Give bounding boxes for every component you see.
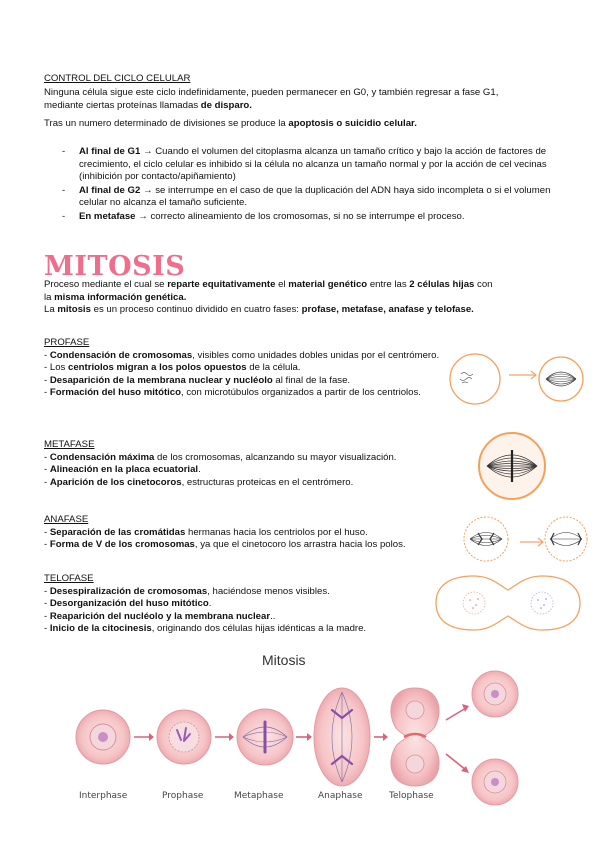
metafase-section — [44, 439, 464, 489]
profase-item: - Los centriolos migran a los polos opuestos de la célula. — [44, 362, 301, 374]
profase-heading: PROFASE — [44, 337, 90, 348]
stage-label-telophase: Telophase — [389, 791, 434, 801]
telophase-cell — [391, 688, 439, 786]
stage-label-prophase: Prophase — [162, 791, 204, 801]
profase-illustration — [447, 348, 587, 410]
profase-item: - Formación del huso mitótico, con microtúbulos organizados a partir de los centriolos. — [44, 387, 421, 399]
metafase-item: - Aparición de los cinetocoros, estructuras proteicas en el centrómero. — [44, 476, 354, 488]
stage-label-metaphase: Metaphase — [234, 791, 284, 801]
chromatin-dots — [537, 598, 547, 609]
spindle-icon — [546, 372, 576, 386]
diagram-arrow-icon — [374, 733, 388, 741]
daughter-cell — [472, 759, 518, 805]
diagram-arrow-icon — [296, 733, 312, 741]
anafase-heading: ANAFASE — [44, 514, 89, 525]
nucleus-icon — [463, 592, 485, 614]
mitosis-diagram — [60, 670, 530, 820]
telofase-item: - Desespiralización de cromosomas, haciéndose menos visibles. — [44, 585, 330, 597]
diagram-title: Mitosis — [262, 652, 306, 668]
control-bullet-list — [62, 146, 577, 224]
anaphase-cell — [314, 688, 370, 786]
bullet-g2: - Al final de G2 → se interrumpe en el caso de que la duplicación del ADN haya sido incompleta o si el volumen celular no alcanza el tamaño suficiente. — [62, 184, 551, 209]
chromatin-icon — [460, 373, 473, 384]
profase-item: - Desaparición de la membrana nuclear y nucléolo al final de la fase. — [44, 374, 351, 386]
bullet-metafase: - En metafase → correcto alineamiento de los cromosomas, si no se interrumpe el proceso. — [62, 210, 465, 222]
profase-item: - Condensación de cromosomas, visibles como unidades dobles unidas por el centrómero. — [44, 349, 440, 361]
diagram-arrow-icon — [446, 754, 469, 773]
telofase-heading: TELOFASE — [44, 573, 94, 584]
stage-label-interphase: Interphase — [79, 791, 128, 801]
spindle-icon — [550, 533, 582, 546]
diagram-arrow-icon — [134, 733, 154, 741]
cell-outline — [436, 576, 580, 630]
metafase-heading: METAFASE — [44, 439, 95, 450]
metafase-item: - Alineación en la placa ecuatorial. — [44, 464, 201, 476]
metaphase-cell — [237, 709, 293, 765]
metafase-illustration — [474, 430, 552, 502]
right-arrow-icon — [520, 538, 543, 546]
profase-section — [44, 337, 484, 400]
cell-outline — [450, 354, 500, 404]
control-heading: CONTROL DEL CICLO CELULAR — [44, 73, 191, 84]
chromatin-dots — [469, 598, 479, 609]
right-arrow-icon — [509, 371, 536, 379]
anafase-illustration — [462, 514, 592, 564]
daughter-cell — [472, 671, 518, 717]
telofase-item: - Reaparición del nucléolo y la membrana nuclear.. — [44, 610, 276, 622]
telofase-item: - Desorganización del huso mitótico. — [44, 598, 212, 610]
prophase-cell — [157, 710, 211, 764]
control-paragraph-2: Tras un numero determinado de divisiones se produce la apoptosis o suicidio celular. — [44, 118, 417, 129]
mitosis-title: MITOSIS — [44, 251, 186, 282]
metafase-item: - Condensación máxima de los cromosomas, alcanzando su mayor visualización. — [44, 451, 397, 463]
stage-label-anaphase: Anaphase — [318, 791, 363, 801]
anafase-section — [44, 514, 474, 552]
nucleus-icon — [531, 592, 553, 614]
control-paragraph-1: Ninguna célula sigue este ciclo indefinidamente, pueden permanecer en G0, y también regresar a fase G1, mediante ciertas proteínas llamadas de disparo. — [44, 87, 499, 111]
mitosis-intro: Proceso mediante el cual se reparte equitativamente el material genético entre las 2 células hijas con la misma información genética. La mitosis es un proceso continuo dividido en cuatro fases: profase, metafase, anafase y telofase. — [44, 279, 493, 316]
spindle-icon — [470, 533, 502, 546]
diagram-arrow-icon — [446, 704, 469, 720]
anafase-item: - Separación de las cromátidas hermanas hacia los centriolos por el huso. — [44, 526, 368, 538]
bullet-g1: - Al final de G1 → Cuando el volumen del citoplasma alcanza un tamaño crítico y bajo la acción de factores de crecimiento, el ciclo celular es inhibido si la célula no alcanza un tamaño normal y por la acción de cel vecinas (inhibición por contacto/apiñamiento) — [62, 146, 547, 183]
interphase-cell — [76, 710, 130, 764]
telofase-illustration — [434, 572, 584, 634]
telofase-item: - Inicio de la citocinesis, originando dos células hijas idénticas a la madre. — [44, 623, 367, 635]
diagram-arrow-icon — [215, 733, 234, 741]
telofase-section — [44, 573, 444, 636]
anafase-item: - Forma de V de los cromosomas, ya que el cinetocoro los arrastra hacia los polos. — [44, 539, 406, 551]
